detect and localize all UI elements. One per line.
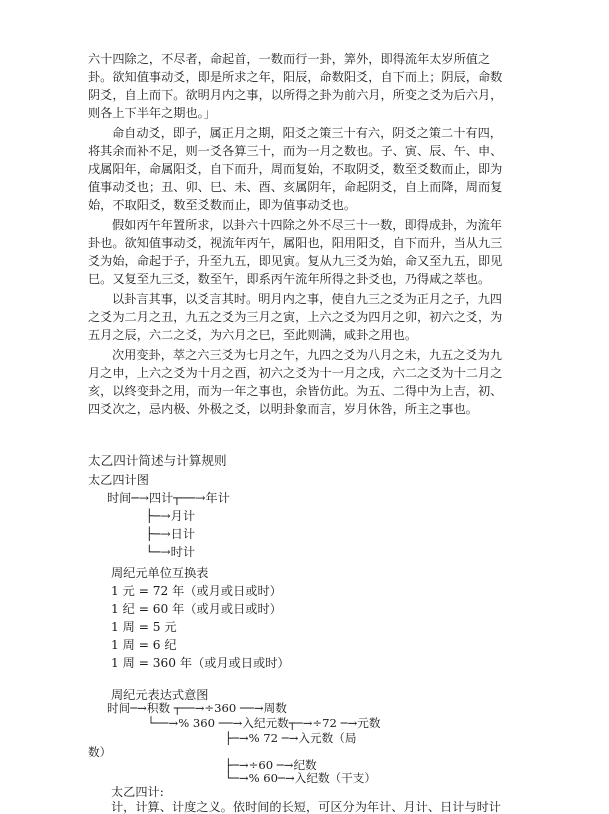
text-line: 戌属阳年，命属阳爻，自下而升，周而复始，不取阴爻，数至爻数而止，即为 [88,162,503,176]
text-line: 亥，以终变卦之用，而为一年之事也，余皆仿此。为五、二得中为上吉，初、 [88,384,503,398]
section-title: 太乙四计简述与计算规则 [88,453,227,468]
diagram-line: ├─→日计 [107,527,196,541]
diagram-line: 时间─→积数 ┬──→÷360 ──→周数 [107,701,287,715]
diagram-line: └─→时计 [107,545,196,559]
text-line: 巳。又复至九三爻，数至午，即系丙午流年所得之卦爻也，乃得咸之萃也。 [88,272,491,286]
table-row: 1 周 = 360 年（或月或日或时） [111,656,290,670]
four-calc-text: 计，计算、计度之义。依时间的长短，可区分为年计、月计、日计与时计 [111,800,501,814]
diagram-line: ├─→% 72 ─→入元数（局 [107,731,357,745]
text-line: 假如丙午年置所求，以卦六十四除之外不尽三十一数，即得成卦，为流年 [112,218,502,232]
diagram-line: └─→% 60─→入纪数（干支） [107,771,376,785]
table-row: 1 元 = 72 年（或月或日或时） [111,584,282,598]
text-line: 卦也。欲知值事动爻，视流年丙午，属阳也，阳用阳爻，自下而升，当从九三 [88,236,503,250]
text-line: 命自动爻，即子，属正月之期，阳爻之策三十有六，阴爻之策二十有四， [112,126,502,140]
diagram-line: ├─→÷60 ─→纪数 [107,758,317,772]
table-row: 1 纪 = 60 年（或月或日或时） [111,602,282,616]
text-line: 六十四除之，不尽者，命起首，一数而行一卦，筭外，即得流年太岁所值之 [88,52,491,66]
text-line: 月之申，上六之爻为十月之酉，初六之爻为十一月之戌，六二之爻为十二月之 [88,366,503,380]
diagram-title: 太乙四计图 [88,473,149,487]
table-row: 1 周 = 6 纪 [111,638,177,652]
text-line: 将其余而补不足，则一爻各算三十，而为一月之数也。子、寅、辰、午、申、 [88,144,503,158]
text-line: 五月之辰，六二之爻，为六月之巳，至此则满，咸卦之用也。 [88,328,418,342]
text-line: 值事动爻也；丑、卯、巳、未、酉、亥属阴年，命起阴爻，自上而降，周而复 [88,180,503,194]
table-row: 1 周 = 5 元 [111,620,177,634]
four-calc-title: 太乙四计: [111,785,164,799]
text-line: 以卦言其事，以爻言其时。明月内之事，使自九三之爻为正月之子，九四 [112,292,502,306]
diagram-title: 周纪元表达式意图 [111,688,209,702]
diagram-line: 时间─→四计┬──→年计 [107,491,230,505]
diagram-line: ├─→月计 [107,509,196,523]
text-line: 阴爻，自上而下。欲明月内之事，以所得之卦为前六月，所变之爻为后六月， [88,88,503,102]
text-line: 始，不取阳爻，数至爻数而止，即为值事动爻也。 [88,198,357,212]
diagram-line: 数） [88,745,112,759]
text-line: 爻为始，命起于子，升至九五，即见寅。复从九三爻为始，命又至九五，即见 [88,254,503,268]
text-line: 次用变卦，萃之六三爻为七月之午，九四之爻为八月之未，九五之爻为九 [112,348,502,362]
text-line: 则各上下半年之期也。」 [88,106,216,120]
diagram-line: └──→% 360 ──→入纪元数┬─→÷72 ─→元数 [107,716,381,730]
table-title: 周纪元单位互换表 [111,566,209,580]
text-line: 四爻次之，忌内极、外极之爻，以明卦象而言，岁月休咎，所主之事也。 [88,402,478,416]
text-line: 之爻为二月之丑，九五之爻为三月之寅，上六之爻为四月之卯，初六之爻，为 [88,310,503,324]
text-line: 卦。欲知值事动爻，即是所求之年，阳辰，命数阳爻，自下而上；阴辰，命数 [88,70,503,84]
